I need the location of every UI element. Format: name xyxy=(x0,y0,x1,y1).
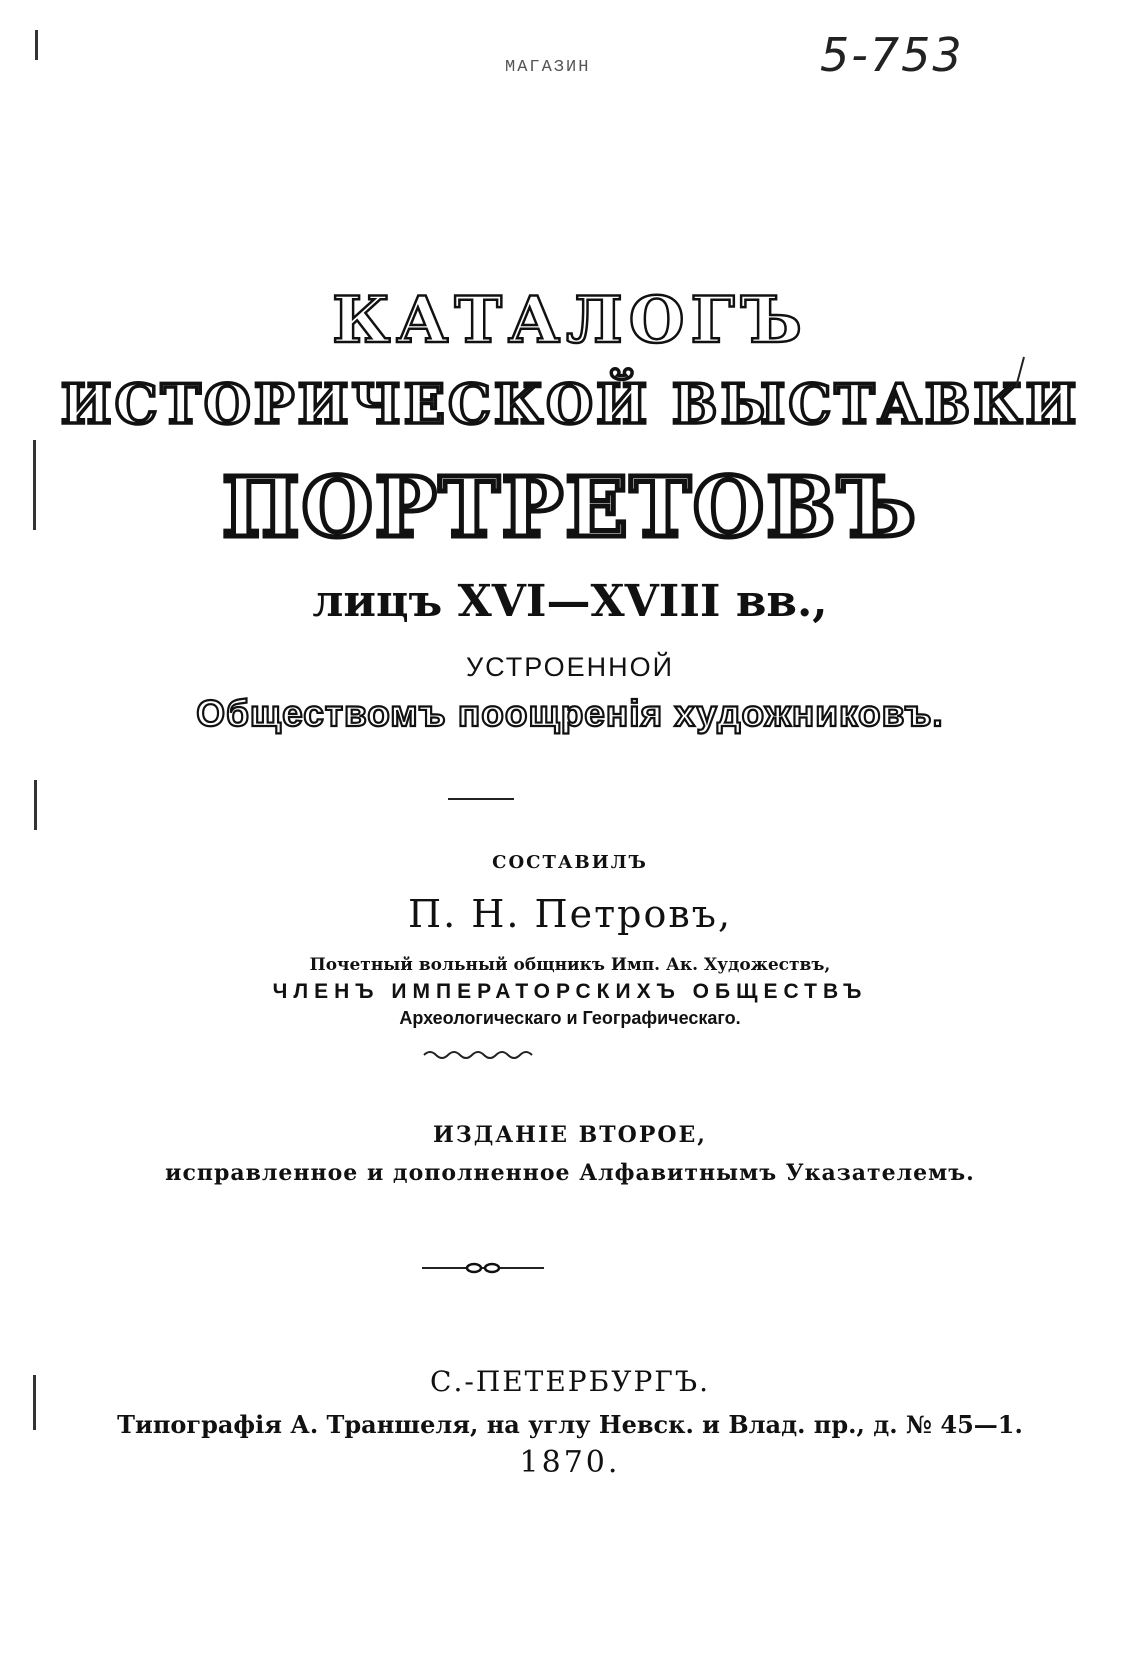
left-margin-mark xyxy=(34,780,37,830)
divider-rule xyxy=(448,798,514,800)
author-name: П. Н. Петровъ, xyxy=(407,892,733,936)
edition-description: исправленное и дополненное Алфавитнымъ Указателемъ. xyxy=(165,1160,975,1186)
title-portraits: ПОРТРЕТОВЪ xyxy=(222,460,918,556)
wavy-divider xyxy=(420,1048,540,1062)
left-margin-mark xyxy=(35,30,38,60)
title-society: Обществомъ поощренія художниковъ. xyxy=(196,693,944,734)
left-margin-mark xyxy=(33,440,36,530)
edition-label: ИЗДАНІЕ ВТОРОЕ, xyxy=(433,1122,707,1148)
author-credential-societies: Археологическаго и Географическаго. xyxy=(399,1008,741,1028)
title-katalog: КАТАЛОГЪ xyxy=(332,283,808,358)
margin-stroke xyxy=(1010,355,1030,391)
imprint-city: С.-ПЕТЕРБУРГЪ. xyxy=(430,1365,710,1398)
compiled-by-label: СОСТАВИЛЪ xyxy=(492,852,648,873)
library-stamp: МАГАЗИН xyxy=(505,58,591,77)
author-credential-academy: Почетный вольный общникъ Имп. Ак. Художествъ, xyxy=(309,955,831,975)
left-margin-mark xyxy=(33,1375,36,1430)
title-exhibition: ИСТОРИЧЕСКОЙ ВЫСТАВКИ xyxy=(60,372,1080,436)
imprint-printer: Типографія А. Траншеля, на углу Невск. и Влад. пр., д. № 45—1. xyxy=(117,1410,1023,1439)
title-centuries: лицъ XVI—XVIII вв., xyxy=(312,576,828,627)
author-credential-member: ЧЛЕНЪ ИМПЕРАТОРСКИХЪ ОБЩЕСТВЪ xyxy=(272,980,868,1003)
imprint-year: 1870. xyxy=(519,1445,621,1480)
ornament-divider xyxy=(420,1260,546,1276)
shelfmark-number: 5-753 xyxy=(820,28,964,82)
title-organized: УСТРОЕННОЙ xyxy=(465,652,675,682)
